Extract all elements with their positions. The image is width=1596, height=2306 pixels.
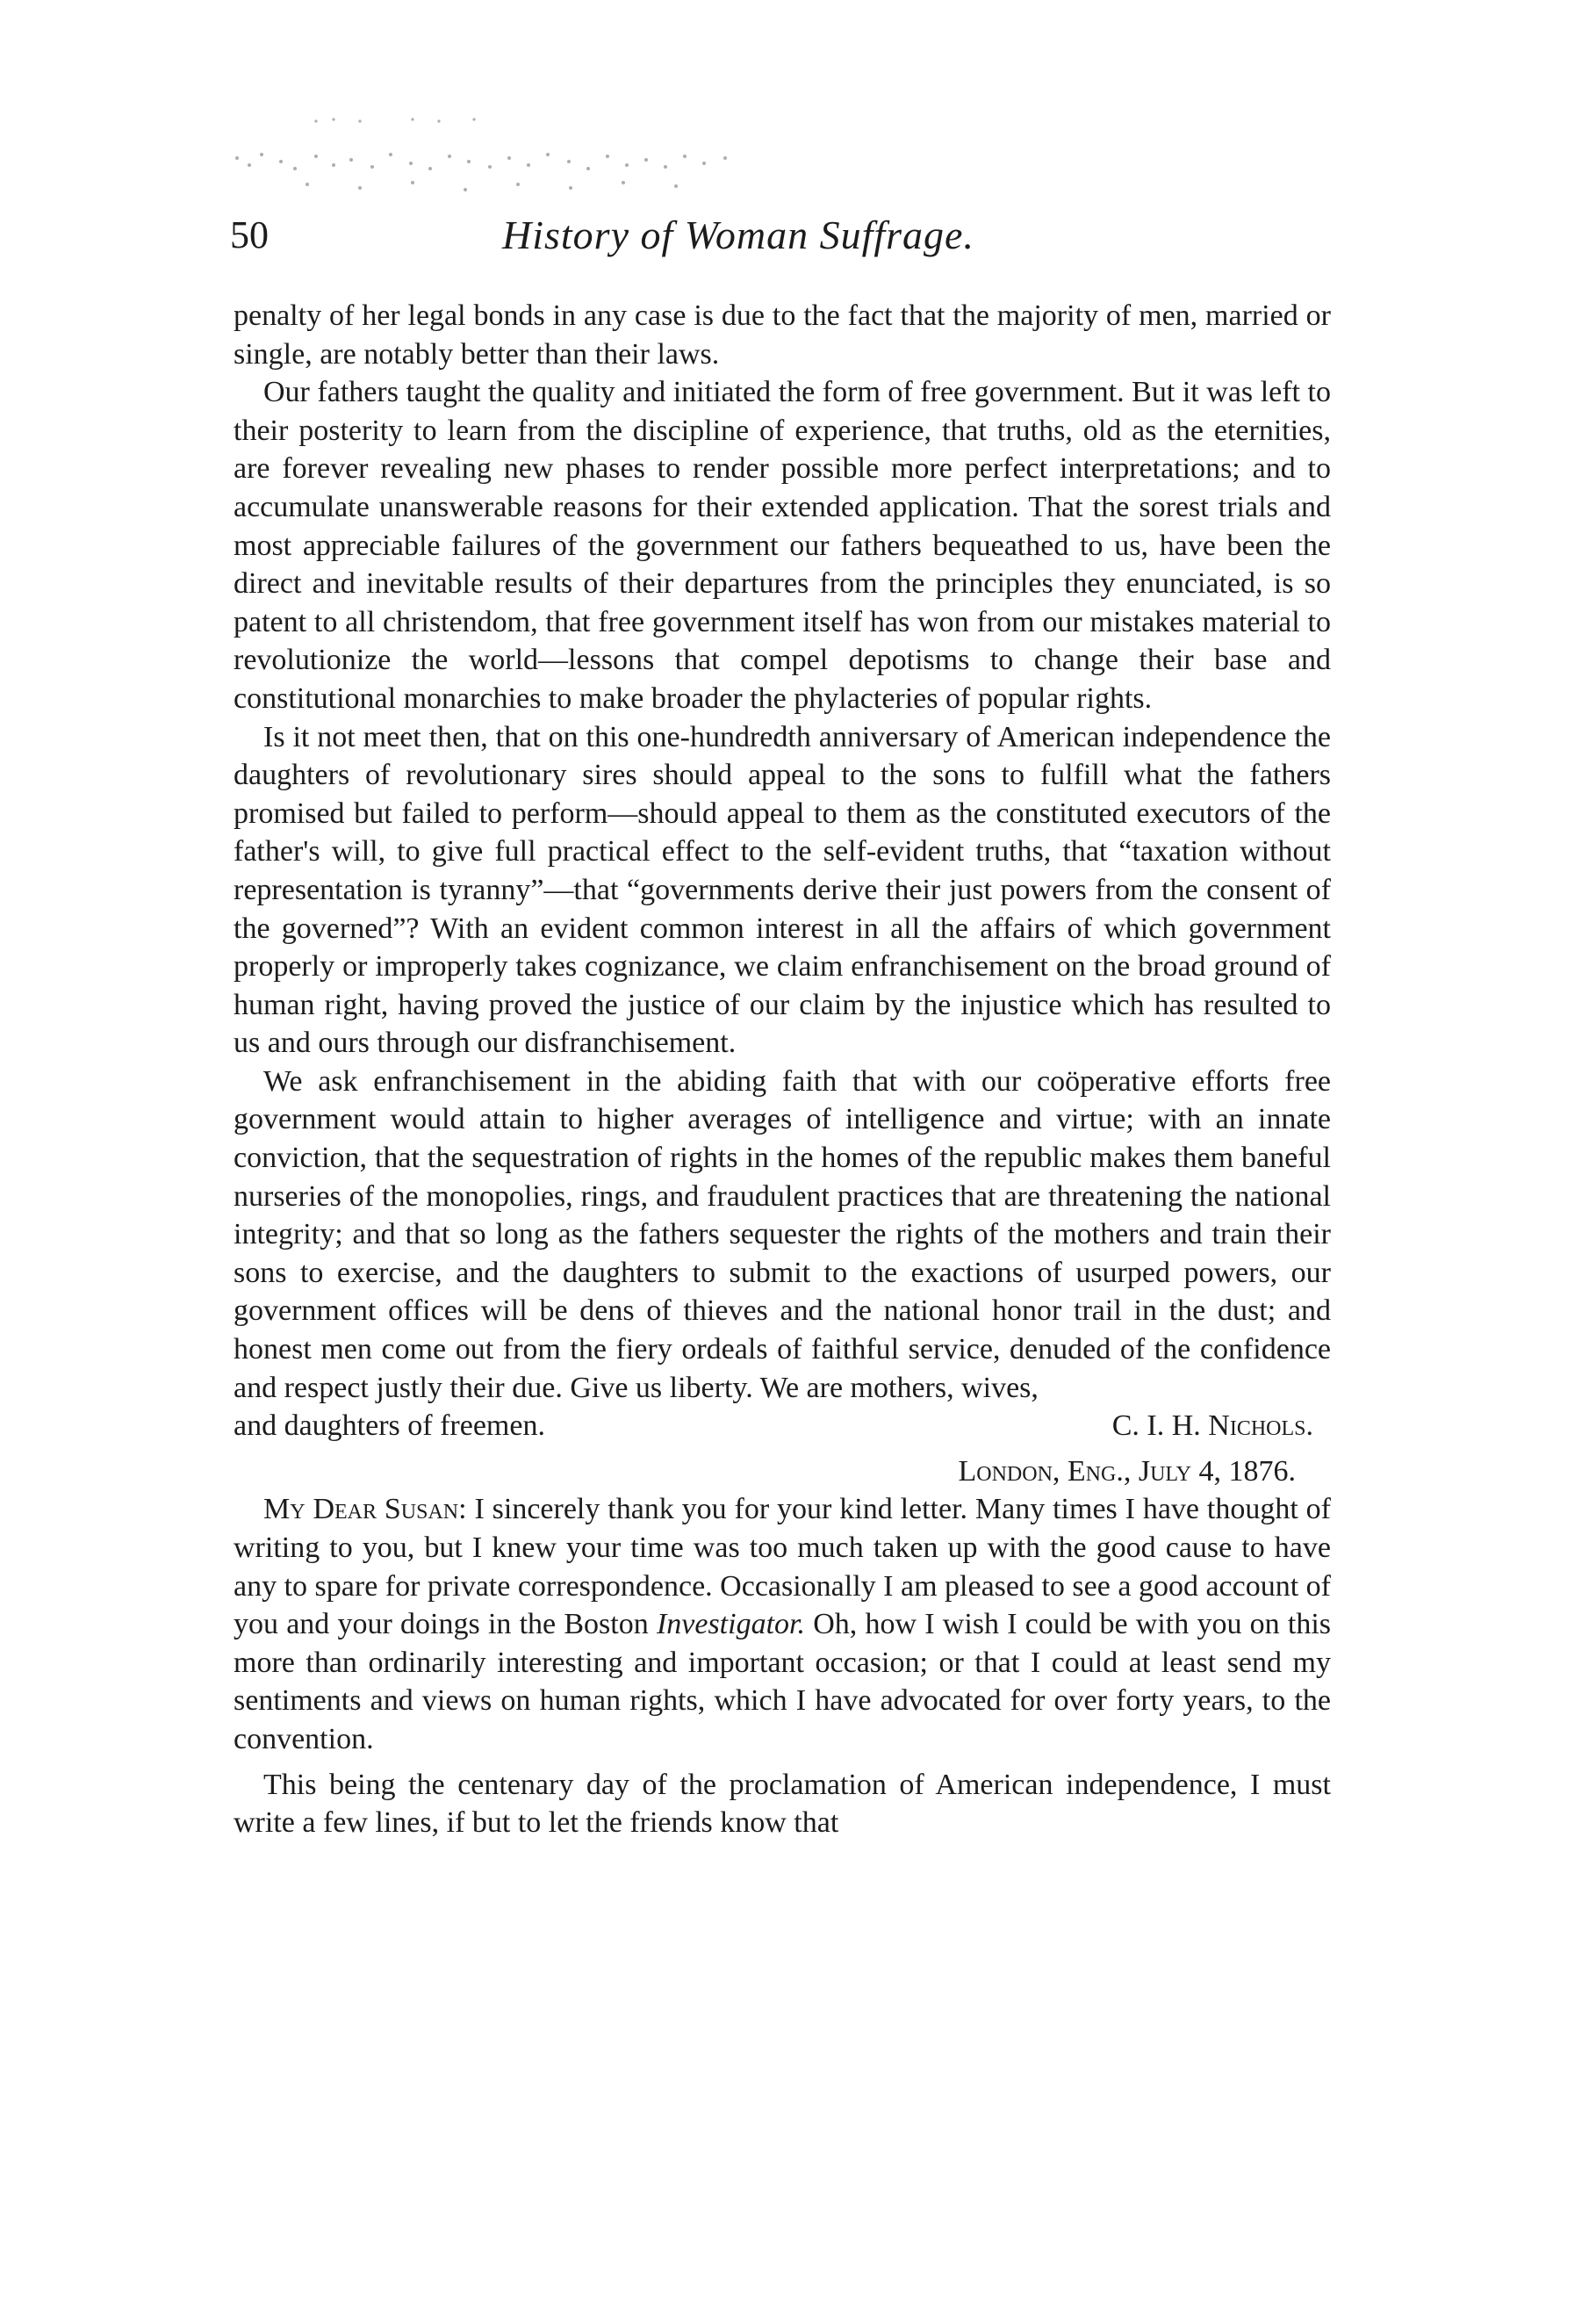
paragraph-5-text-a: I sincerely thank you for your kind letter. Many times I have thought of writing to you, but I knew your time was too much taken up with the good cause to have any to spare for private correspondence. Occasionally I am pleased to see a good account of you and your doings in the Boston — [234, 1493, 1331, 1641]
signature: C. I. H. Nichols. — [1111, 1409, 1313, 1443]
library-stamp-mark — [211, 104, 808, 209]
letter-salutation: My Dear Susan: — [263, 1493, 467, 1526]
running-head — [230, 209, 1336, 262]
dateline: London, Eng., July 4, 1876. — [958, 1454, 1296, 1488]
publication-title: Investigator. — [656, 1608, 805, 1641]
paragraph-3: Is it not meet then, that on this one-hundredth anniversary of American independence the daughters of revolutionary sires should appeal to the sons to fulfill what the fathers promised but failed to perform—should appeal to them as the constituted executors of the father's will, to give full practical effect to the self-evident truths, that “taxation without representation is tyranny”—that “governments derive their just powers from the consent of the governed”? With an evident common interest in all the affairs of which government properly or improperly takes cognizance, we claim enfranchisement on the broad ground of human right, having proved the justice of our claim by the injustice which has resulted to us and ours through our disfranchisement. — [234, 720, 1331, 1060]
paragraph-6: This being the centenary day of the proclamation of American independence, I must write a few lines, if but to let the friends know that — [234, 1768, 1331, 1840]
paragraph-1: penalty of her legal bonds in any case is due to the fact that the majority of men, married or single, are notably better than their laws. — [234, 299, 1331, 371]
page-number: 50 — [230, 213, 269, 256]
paragraph-4-last-line: and daughters of freemen. — [234, 1409, 545, 1443]
paragraph-5-text-b: Oh, how I wish I could be with you on this more than ordinarily interesting and important occasion; or that I could at least send my sentiments and views on human rights, which I have advocated for over forty years, to the convention. — [234, 1608, 1332, 1755]
paragraph-4: We ask enfranchisement in the abiding faith that with our coöperative efforts free government would attain to higher averages of intelligence and virtue; with an innate conviction, that the sequestration of rights in the homes of the republic makes them baneful nurseries of the monopolies, rings, and fraudulent practices that are threatening the national integrity; and that so long as the fathers sequester the rights of the mothers and train their sons to exercise, and the daughters to submit to the exactions of usurped powers, our government offices will be dens of thieves and the national honor trail in the dust; and honest men come out from the fiery ordeals of faithful service, denuded of the confidence and respect justly their due. Give us liberty. We are mothers, wives, — [234, 1064, 1331, 1404]
paragraph-gap — [234, 1759, 1331, 1766]
paragraph-5 — [234, 1490, 1331, 1758]
body-text — [234, 297, 1331, 1842]
paragraph-2: Our fathers taught the quality and initiated the form of free government. But it was left to their posterity to learn from the discipline of experience, that truths, old as the eternities, are forever revealing new phases to render possible more perfect interpretations; and to accumulate unanswerable reasons for their extended application. That the sorest trials and most appreciable failures of the government our fathers bequeathed to us, have been the direct and inevitable results of their departures from the principles they enunciated, is so patent to all christendom, that free government itself has won from our mistakes material to revolutionize the world—lessons that compel depotisms to change their base and constitutional monarchies to make broader the phylacteries of popular rights. — [234, 376, 1331, 715]
signature-line — [234, 1407, 1331, 1445]
running-title: History of Woman Suffrage. — [502, 213, 974, 257]
